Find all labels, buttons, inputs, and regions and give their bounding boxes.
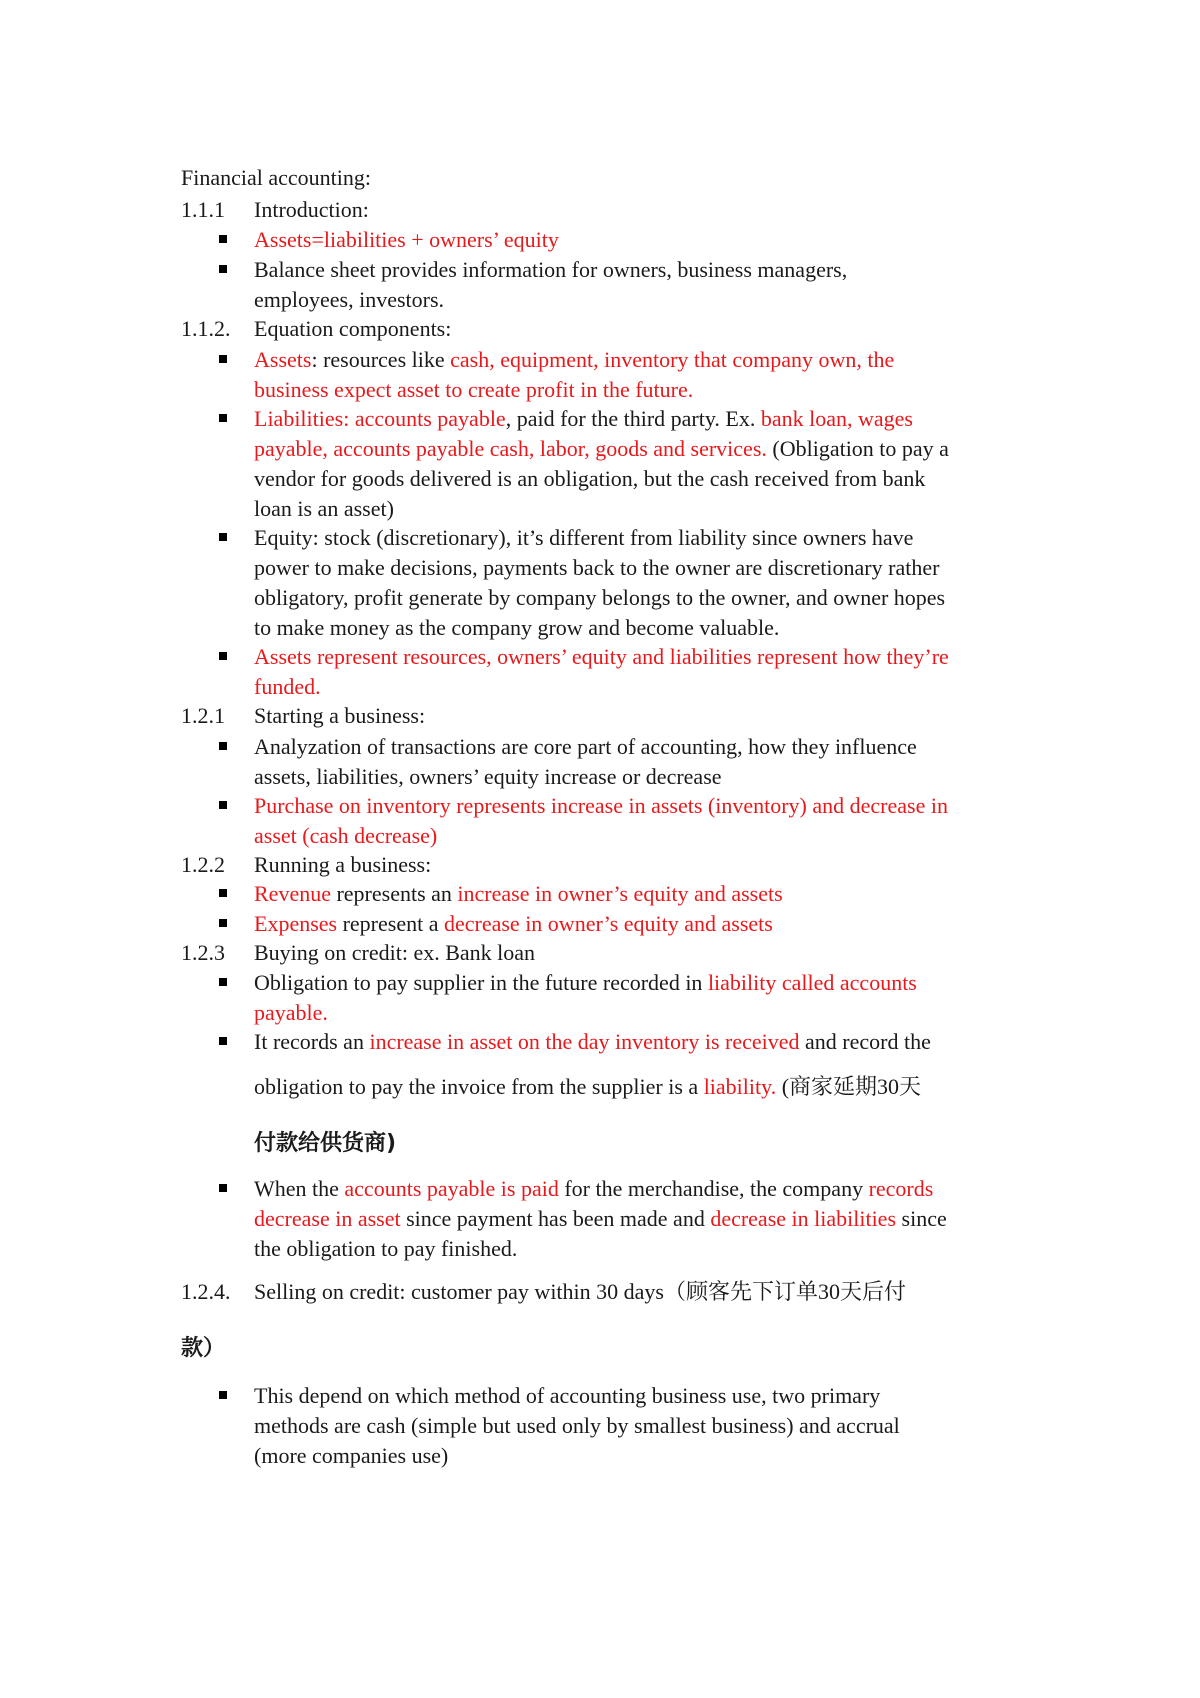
bullet-continuation-line <box>254 1071 1034 1103</box>
bullet-item <box>254 878 1034 910</box>
section-heading <box>181 849 431 881</box>
section-heading <box>181 700 425 732</box>
highlighted-text: cash, equipment, inventory that company own, the <box>450 347 895 372</box>
body-text: employees, investors. <box>254 287 445 312</box>
bullet-item <box>254 224 1034 256</box>
bullet-item <box>254 522 1034 554</box>
body-text: Equity: stock (discretionary), it’s different from liability since owners have <box>254 525 914 550</box>
bullet-item <box>254 254 1034 286</box>
body-text: This depend on which method of accounting business use, two primary <box>254 1383 881 1408</box>
section-number: 1.2.2 <box>181 852 225 877</box>
section-number: 1.2.4. <box>181 1279 231 1304</box>
bullet-continuation-line <box>254 374 1034 406</box>
highlighted-text: Revenue <box>254 881 331 906</box>
section-heading-text: Starting a business: <box>254 703 426 728</box>
bullet-square-icon <box>219 355 227 363</box>
body-text: assets, liabilities, owners’ equity increase or decrease <box>254 764 722 789</box>
bullet-item <box>254 344 1034 376</box>
bullet-square-icon <box>219 978 227 986</box>
section-number: 1.2.3 <box>181 940 225 965</box>
bullet-continuation-line <box>254 493 1034 525</box>
bullet-square-icon <box>219 1037 227 1045</box>
bullet-continuation-line <box>254 1440 1034 1472</box>
highlighted-text: payable, accounts payable cash, labor, goods and services. <box>254 436 767 461</box>
section-heading <box>181 1276 906 1308</box>
bullet-continuation-line <box>254 284 1034 316</box>
bullet-square-icon <box>219 265 227 273</box>
bullet-continuation-line <box>254 1203 1034 1235</box>
bullet-square-icon <box>219 1391 227 1399</box>
body-text: power to make decisions, payments back to the owner are discretionary rather <box>254 555 940 580</box>
bullet-continuation-line <box>254 582 1034 614</box>
highlighted-text: Liabilities: accounts payable <box>254 406 506 431</box>
body-text: obligation to pay the invoice from the supplier is a <box>254 1074 704 1099</box>
bullet-continuation-line <box>254 671 1034 703</box>
section-heading-text: Selling on credit: customer pay within 30 days（顾客先下订单30天后付 <box>254 1279 906 1304</box>
section-heading <box>181 194 369 226</box>
bullet-item <box>254 967 1034 999</box>
highlighted-text: business expect asset to create profit in the future. <box>254 377 694 402</box>
bullet-square-icon <box>219 889 227 897</box>
bullet-square-icon <box>219 652 227 660</box>
bullet-continuation-line <box>254 820 1034 852</box>
bullet-continuation-line <box>254 997 1034 1029</box>
highlighted-text: liability called accounts <box>707 970 917 995</box>
bullet-square-icon <box>219 742 227 750</box>
section-heading <box>181 313 451 345</box>
section-heading-text: Running a business: <box>254 852 432 877</box>
bullet-continuation-line <box>254 552 1034 584</box>
highlighted-text: funded. <box>254 674 321 699</box>
section-heading-text: Equation components: <box>254 316 452 341</box>
document-title: Financial accounting: <box>181 165 371 190</box>
body-text: Balance sheet provides information for owners, business managers, <box>254 257 848 282</box>
highlighted-text: payable. <box>254 1000 328 1025</box>
bullet-continuation-line <box>254 433 1034 465</box>
bullet-square-icon <box>219 919 227 927</box>
section-number: 1.2.1 <box>181 703 225 728</box>
highlighted-text: Purchase on inventory represents increase in assets (inventory) and decrease in <box>254 793 948 818</box>
bullet-item <box>254 1173 1034 1205</box>
bullet-item <box>254 731 1034 763</box>
highlighted-text: accounts payable is paid <box>344 1176 559 1201</box>
body-text: for the merchandise, the company <box>558 1176 869 1201</box>
section-heading <box>181 937 535 969</box>
body-text: obligatory, profit generate by company belongs to the owner, and owner hopes <box>254 585 946 610</box>
body-text: (商家延期30天 <box>776 1074 922 1099</box>
bullet-item <box>254 403 1034 435</box>
bullet-square-icon <box>219 1184 227 1192</box>
body-text: represents an <box>330 881 458 906</box>
body-text: 付款给供货商) <box>254 1131 397 1156</box>
highlighted-text: records <box>868 1176 934 1201</box>
body-text: methods are cash (simple but used only by smallest business) and accrual <box>254 1413 900 1438</box>
bullet-continuation-line <box>254 761 1034 793</box>
bullet-item <box>254 790 1034 822</box>
body-text: (more companies use) <box>254 1443 449 1468</box>
bullet-square-icon <box>219 235 227 243</box>
body-text: Obligation to pay supplier in the future recorded in <box>254 970 708 995</box>
body-text: since payment has been made and <box>400 1206 711 1231</box>
bullet-item <box>254 1380 1034 1412</box>
body-text: , paid for the third party. Ex. <box>505 406 761 431</box>
body-text: vendor for goods delivered is an obligation, but the cash received from bank <box>254 466 926 491</box>
bullet-square-icon <box>219 414 227 422</box>
highlighted-text: Expenses <box>254 911 338 936</box>
bullet-continuation-line <box>254 1410 1034 1442</box>
section-number: 1.1.2. <box>181 316 231 341</box>
highlighted-text: Assets=liabilities + owners’ equity <box>254 227 559 252</box>
bullet-item <box>254 641 1034 673</box>
body-text: represent a <box>337 911 444 936</box>
highlighted-text: bank loan, wages <box>760 406 913 431</box>
body-text: When the <box>254 1176 345 1201</box>
bullet-continuation-line <box>254 1128 396 1160</box>
highlighted-text: increase in asset on the day inventory is received <box>369 1029 800 1054</box>
body-text: (Obligation to pay a <box>766 436 949 461</box>
body-text: loan is an asset) <box>254 496 394 521</box>
highlighted-text: liability. <box>703 1074 777 1099</box>
highlighted-text: decrease in asset <box>254 1206 401 1231</box>
section-number: 1.1.1 <box>181 197 225 222</box>
section-heading-text: Introduction: <box>254 197 369 222</box>
bullet-item <box>254 908 1034 940</box>
bullet-square-icon <box>219 801 227 809</box>
highlighted-text: Assets <box>254 347 312 372</box>
highlighted-text: decrease in liabilities <box>710 1206 897 1231</box>
body-text: and record the <box>799 1029 931 1054</box>
bullet-square-icon <box>219 533 227 541</box>
body-text: Analyzation of transactions are core part of accounting, how they influence <box>254 734 917 759</box>
highlighted-text: decrease in owner’s equity and assets <box>443 911 773 936</box>
highlighted-text: asset (cash decrease) <box>254 823 438 848</box>
highlighted-text: Assets represent resources, owners’ equity and liabilities represent how they’re <box>254 644 949 669</box>
body-text: : resources like <box>311 347 451 372</box>
section-heading-continuation: 款） <box>181 1336 226 1361</box>
bullet-continuation-line <box>254 463 1034 495</box>
body-text: It records an <box>254 1029 370 1054</box>
bullet-continuation-line <box>254 1233 1034 1265</box>
body-text: since <box>896 1206 947 1231</box>
bullet-continuation-line <box>254 612 1034 644</box>
highlighted-text: increase in owner’s equity and assets <box>457 881 783 906</box>
body-text: the obligation to pay finished. <box>254 1236 518 1261</box>
body-text: to make money as the company grow and become valuable. <box>254 615 780 640</box>
section-heading-text: Buying on credit: ex. Bank loan <box>254 940 536 965</box>
bullet-item <box>254 1026 1034 1058</box>
